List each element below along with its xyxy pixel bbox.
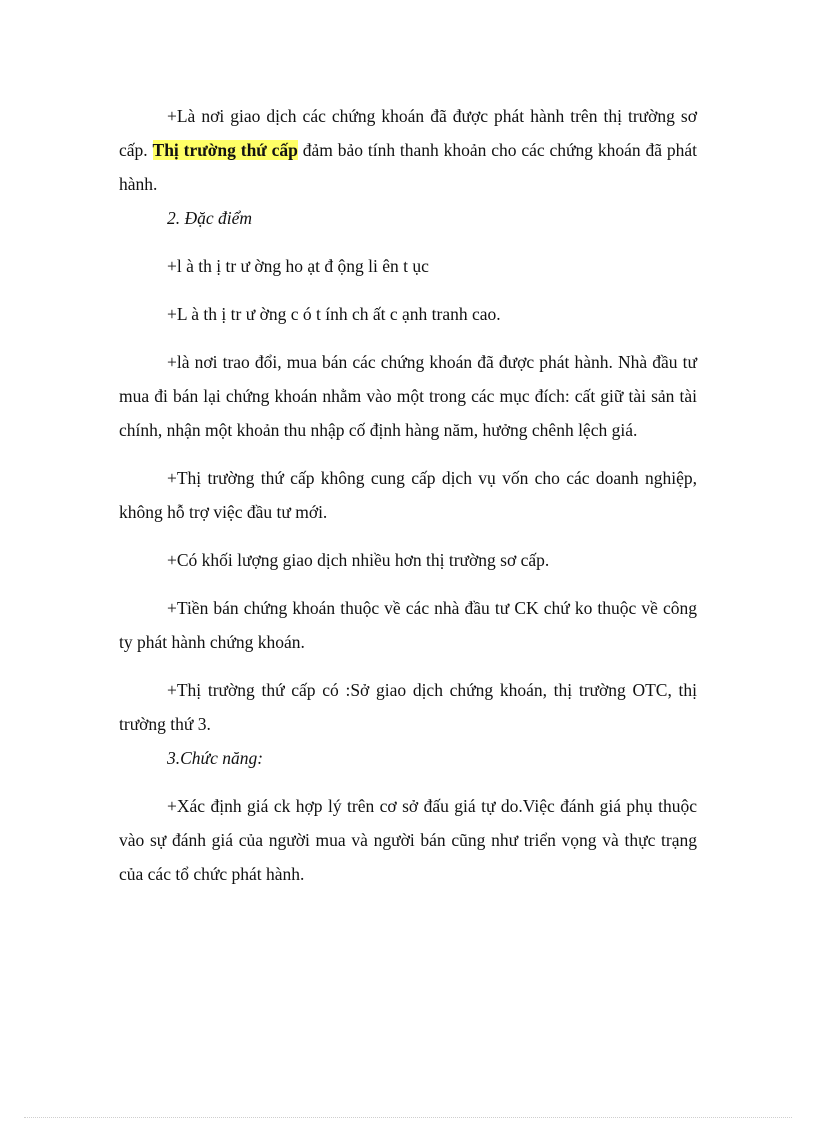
section-heading-functions: 3.Chức năng: [167, 748, 264, 768]
section-heading-characteristics: 2. Đặc điểm [167, 208, 253, 228]
paragraph-trading-volume: +Có khối lượng giao dịch nhiều hơn thị trường sơ cấp. [167, 550, 550, 570]
paragraph-text: +Là nơi giao dịch các chứng khoán đã được phát hành trên thị trường sơ cấp. [119, 106, 697, 160]
paragraph-continuous-operation: +l à th ị tr ư ờng ho ạt đ ộng li ên t ục [167, 256, 429, 276]
paragraph-market-components: +Thị trường thứ cấp có :Sở giao dịch chứng khoán, thị trường OTC, thị trường thứ 3. [119, 680, 697, 734]
document-body [119, 99, 697, 891]
paragraph-secondary-market-intro [119, 99, 697, 201]
paragraph-sale-proceeds: +Tiền bán chứng khoán thuộc về các nhà đầu tư CK chứ ko thuộc về công ty phát hành chứng khoán. [119, 598, 697, 652]
paragraph-price-determination: +Xác định giá ck hợp lý trên cơ sở đấu giá tự do.Việc đánh giá phụ thuộc vào sự đánh giá của người mua và người bán cũng như triển vọng và thực trạng của các tổ chức phát hành. [119, 796, 697, 884]
highlighted-term: Thị trường thứ cấp [152, 140, 298, 160]
paragraph-text: đảm bảo tính thanh khoản cho các chứng khoán đã phát hành. [119, 140, 697, 194]
paragraph-no-capital-service: +Thị trường thứ cấp không cung cấp dịch vụ vốn cho các doanh nghiệp, không hỗ trợ việc đầu tư mới. [119, 468, 697, 522]
page-bottom-divider [24, 1117, 792, 1118]
paragraph-exchange-place: +là nơi trao đổi, mua bán các chứng khoán đã được phát hành. Nhà đầu tư mua đi bán lại chứng khoán nhằm vào một trong các mục đích: cất giữ tài sản tài chính, nhận một khoản thu nhập cố định hàng năm, hưởng chênh lệch giá. [119, 352, 697, 440]
paragraph-competitive-market: +L à th ị tr ư ờng c ó t ính ch ất c ạnh tranh cao. [167, 304, 501, 324]
